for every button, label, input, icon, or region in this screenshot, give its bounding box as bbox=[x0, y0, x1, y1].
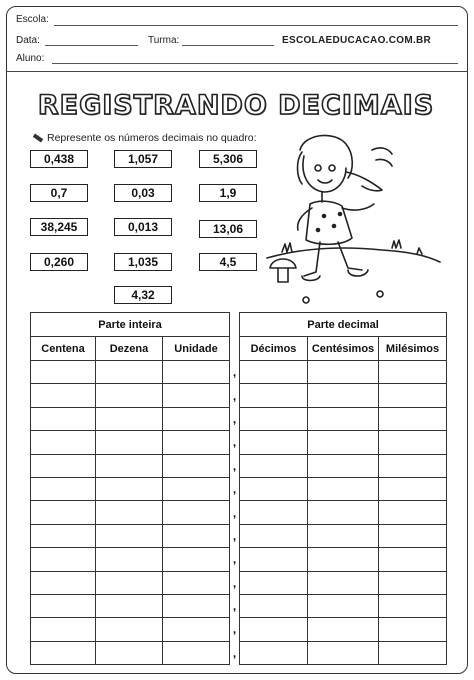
answer-cell[interactable] bbox=[96, 477, 163, 500]
answer-cell[interactable] bbox=[308, 477, 379, 500]
answer-cell[interactable] bbox=[379, 501, 447, 524]
answer-cell[interactable] bbox=[96, 594, 163, 617]
answer-cell[interactable] bbox=[308, 431, 379, 454]
table-row bbox=[31, 501, 447, 524]
answer-cell[interactable] bbox=[31, 361, 96, 384]
number-box: 0,7 bbox=[30, 184, 88, 202]
col-centesimos: Centésimos bbox=[308, 337, 379, 361]
table-row bbox=[31, 407, 447, 430]
comma-cell: , bbox=[230, 501, 240, 524]
answer-cell[interactable] bbox=[31, 571, 96, 594]
answer-cell[interactable] bbox=[308, 524, 379, 547]
pencil-icon bbox=[33, 134, 43, 143]
answer-cell[interactable] bbox=[31, 454, 96, 477]
aluno-label: Aluno: bbox=[16, 53, 45, 64]
answer-cell[interactable] bbox=[308, 454, 379, 477]
answer-cell[interactable] bbox=[240, 384, 308, 407]
number-box: 1,035 bbox=[114, 253, 172, 271]
header-separator bbox=[6, 71, 468, 72]
number-box: 0,260 bbox=[30, 253, 88, 271]
answer-cell[interactable] bbox=[379, 618, 447, 641]
girl-walking-illustration bbox=[262, 130, 442, 305]
answer-cell[interactable] bbox=[240, 548, 308, 571]
answer-cell[interactable] bbox=[163, 384, 230, 407]
answer-cell[interactable] bbox=[163, 454, 230, 477]
comma-cell: , bbox=[230, 571, 240, 594]
answer-cell[interactable] bbox=[31, 477, 96, 500]
answer-cell[interactable] bbox=[31, 641, 96, 664]
answer-cell[interactable] bbox=[308, 641, 379, 664]
answer-cell[interactable] bbox=[96, 501, 163, 524]
site-name: ESCOLAEDUCACAO.COM.BR bbox=[282, 35, 432, 46]
answer-cell[interactable] bbox=[96, 641, 163, 664]
comma-cell: , bbox=[230, 431, 240, 454]
table-row bbox=[31, 361, 447, 384]
answer-cell[interactable] bbox=[163, 594, 230, 617]
answer-cell[interactable] bbox=[96, 384, 163, 407]
answer-cell[interactable] bbox=[163, 477, 230, 500]
table-row bbox=[31, 454, 447, 477]
number-box: 0,438 bbox=[30, 150, 88, 168]
col-unidade: Unidade bbox=[163, 337, 230, 361]
number-box: 5,306 bbox=[199, 150, 257, 168]
answer-cell[interactable] bbox=[308, 501, 379, 524]
comma-cell: , bbox=[230, 618, 240, 641]
answer-cell[interactable] bbox=[163, 407, 230, 430]
answer-cell[interactable] bbox=[240, 524, 308, 547]
col-dezena: Dezena bbox=[96, 337, 163, 361]
table-row bbox=[31, 618, 447, 641]
table-row bbox=[31, 594, 447, 617]
answer-cell[interactable] bbox=[163, 501, 230, 524]
answer-cell[interactable] bbox=[31, 524, 96, 547]
turma-line bbox=[182, 45, 274, 46]
answer-cell[interactable] bbox=[31, 431, 96, 454]
comma-cell: , bbox=[230, 477, 240, 500]
answer-cell[interactable] bbox=[379, 384, 447, 407]
group-integer-header: Parte inteira bbox=[31, 313, 230, 337]
answer-cell[interactable] bbox=[96, 524, 163, 547]
comma-cell: , bbox=[230, 407, 240, 430]
table-row bbox=[31, 571, 447, 594]
number-box: 1,057 bbox=[114, 150, 172, 168]
comma-cell: , bbox=[230, 384, 240, 407]
answer-cell[interactable] bbox=[240, 431, 308, 454]
answer-cell[interactable] bbox=[308, 384, 379, 407]
table-row bbox=[31, 384, 447, 407]
answer-cell[interactable] bbox=[163, 618, 230, 641]
answer-cell[interactable] bbox=[308, 594, 379, 617]
instruction bbox=[33, 132, 257, 144]
data-label: Data: bbox=[16, 35, 40, 46]
answer-cell[interactable] bbox=[240, 454, 308, 477]
turma-label: Turma: bbox=[148, 35, 180, 46]
number-box: 1,9 bbox=[199, 184, 257, 202]
table-row bbox=[31, 431, 447, 454]
comma-cell: , bbox=[230, 594, 240, 617]
answer-cell[interactable] bbox=[240, 641, 308, 664]
answer-cell[interactable] bbox=[308, 407, 379, 430]
answer-cell[interactable] bbox=[163, 524, 230, 547]
answer-cell[interactable] bbox=[240, 477, 308, 500]
escola-label: Escola: bbox=[16, 14, 49, 25]
comma-cell: , bbox=[230, 641, 240, 664]
answer-cell[interactable] bbox=[379, 431, 447, 454]
answer-cell[interactable] bbox=[96, 618, 163, 641]
comma-gap bbox=[230, 337, 240, 361]
table-row bbox=[31, 477, 447, 500]
comma-cell: , bbox=[230, 361, 240, 384]
answer-cell[interactable] bbox=[379, 524, 447, 547]
escola-line bbox=[54, 25, 458, 26]
answer-cell[interactable] bbox=[240, 501, 308, 524]
answer-cell[interactable] bbox=[379, 548, 447, 571]
answer-cell[interactable] bbox=[96, 431, 163, 454]
answer-cell[interactable] bbox=[379, 641, 447, 664]
answer-cell[interactable] bbox=[379, 477, 447, 500]
worksheet-title: REGISTRANDO DECIMAIS bbox=[37, 90, 435, 121]
number-box: 4,32 bbox=[114, 286, 172, 304]
answer-cell[interactable] bbox=[31, 384, 96, 407]
answer-cell[interactable] bbox=[379, 571, 447, 594]
data-line bbox=[45, 45, 138, 46]
answer-cell[interactable] bbox=[96, 454, 163, 477]
answer-cell[interactable] bbox=[308, 618, 379, 641]
answer-cell[interactable] bbox=[240, 361, 308, 384]
answer-cell[interactable] bbox=[308, 361, 379, 384]
answer-cell[interactable] bbox=[31, 594, 96, 617]
comma-cell: , bbox=[230, 548, 240, 571]
answer-cell[interactable] bbox=[240, 407, 308, 430]
answer-cell[interactable] bbox=[31, 548, 96, 571]
number-box: 13,06 bbox=[199, 220, 257, 238]
col-decimos: Décimos bbox=[240, 337, 308, 361]
number-box: 4,5 bbox=[199, 253, 257, 271]
aluno-line bbox=[52, 63, 458, 64]
answer-cell[interactable] bbox=[96, 548, 163, 571]
answer-cell[interactable] bbox=[308, 571, 379, 594]
table-row bbox=[31, 524, 447, 547]
instruction-text: Represente os números decimais no quadro: bbox=[47, 132, 257, 144]
col-milesimos: Milésimos bbox=[379, 337, 447, 361]
answer-cell[interactable] bbox=[240, 618, 308, 641]
comma-cell: , bbox=[230, 454, 240, 477]
decimal-place-value-table bbox=[30, 312, 447, 665]
number-box: 0,03 bbox=[114, 184, 172, 202]
answer-cell[interactable] bbox=[379, 594, 447, 617]
answer-cell[interactable] bbox=[96, 571, 163, 594]
answer-cell[interactable] bbox=[163, 431, 230, 454]
answer-cell[interactable] bbox=[96, 361, 163, 384]
number-box: 38,245 bbox=[30, 218, 88, 236]
answer-cell[interactable] bbox=[31, 407, 96, 430]
answer-cell[interactable] bbox=[240, 594, 308, 617]
answer-cell[interactable] bbox=[308, 548, 379, 571]
answer-cell[interactable] bbox=[240, 571, 308, 594]
comma-cell: , bbox=[230, 524, 240, 547]
table-row bbox=[31, 548, 447, 571]
answer-cell[interactable] bbox=[163, 641, 230, 664]
answer-cell[interactable] bbox=[163, 361, 230, 384]
comma-gap bbox=[230, 313, 240, 337]
number-box: 0,013 bbox=[114, 218, 172, 236]
group-decimal-header: Parte decimal bbox=[240, 313, 447, 337]
answer-cell[interactable] bbox=[31, 618, 96, 641]
answer-cell[interactable] bbox=[379, 454, 447, 477]
answer-cell[interactable] bbox=[379, 361, 447, 384]
answer-cell[interactable] bbox=[96, 407, 163, 430]
table-row bbox=[31, 641, 447, 664]
answer-cell[interactable] bbox=[379, 407, 447, 430]
answer-cell[interactable] bbox=[163, 571, 230, 594]
col-centena: Centena bbox=[31, 337, 96, 361]
answer-cell[interactable] bbox=[31, 501, 96, 524]
answer-cell[interactable] bbox=[163, 548, 230, 571]
